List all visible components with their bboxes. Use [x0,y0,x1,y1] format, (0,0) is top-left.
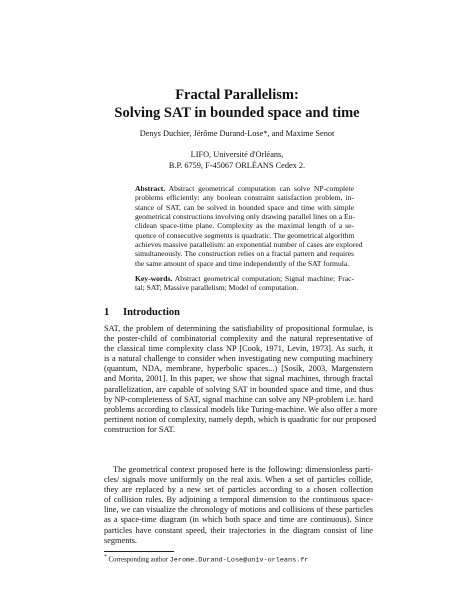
keywords-line: Abstract geometrical computation; Signal machine; Frac- [174,274,355,283]
keywords [135,274,354,293]
section-number: 1 [104,307,110,318]
footnote-rule [104,551,174,552]
paragraph-line: by NP-completeness of SAT, signal machine can solve any NP-problem i.e. hard [104,394,373,404]
footnote [104,554,308,564]
abstract-line: clidean space-time plane. Complexity as the maximal length of a se- [135,221,354,231]
paragraph-line: of collision rules. By adjoining a temporal dimension to the continuous space- [104,495,373,505]
paragraph-line: SAT, the problem of determining the satisfiability of propositional formulae, is [104,324,373,333]
paragraph-line: is a natural challenge to consider when investigating new computing machinery [104,354,373,364]
paragraph-line: the poster-child of combinatorial complexity and the natural representative of [104,334,373,344]
title-line-1: Fractal Parallelism: [175,87,299,103]
author-list: Denys Duchier, Jérôme Durand-Lose*, and Maxime Senot [139,129,335,138]
paragraph-line: (quantum, NDA, membrane, hyperbolic spaces...) [Sosík, 2003, Margenstern [104,364,373,374]
paragraph-line: problems according to classical models like Turing-machine. We also offer a more [104,404,378,414]
paragraph-line: segments. [104,535,137,545]
keywords-label: Key-words. [135,274,173,283]
section-title: Introduction [123,307,180,318]
paragraph-line: and Morita, 2001]. In this paper, we show that signal machines, through fractal [104,374,373,384]
author-email: Jerome.Durand-Lose@univ-orleans.fr [169,556,309,565]
paragraph-line: construction for SAT. [104,424,176,434]
paragraph-line: particles have constant speed, their trajectories in the diagram consist of line [104,525,373,535]
paragraph-line: pertinent notion of complexity, namely depth, which is quadratic for our proposed [104,414,377,424]
paper-title [0,86,474,122]
title-line-2: Solving SAT in bounded space and time [114,105,360,121]
affiliation-line-1: LIFO, Université d'Orléans, [190,150,284,159]
abstract-line: simultaneously. The construction relies on a fractal pattern and requires [135,249,354,259]
paragraph-line: the classical time complexity class NP [Cook, 1971, Levin, 1973]. As such, it [104,344,373,354]
abstract-line: stance of SAT, can be solved in bounded space and time with simple [135,202,354,212]
abstract-line: achieves massive parallelism: an exponential number of cases are explored [135,240,363,250]
paragraph-line: as a space-time diagram (in which both space and time are continuous). Since [104,515,373,525]
abstract-label: Abstract. [135,184,166,193]
paragraph-2 [104,465,373,546]
abstract-line: problems efficiently: any boolean constraint satisfaction problem, in- [135,193,354,203]
affiliation-line-2: B.P. 6759, F-45067 ORLÉANS Cedex 2. [168,160,306,170]
footnote-marker: * [104,554,107,560]
abstract-line: Abstract geometrical computation can solve NP-complete [168,184,355,193]
abstract [135,184,363,268]
paragraph-line: parallelization, are capable of solving SAT in bounded space and time, and thus [104,384,373,394]
abstract-line: quence of consecutive segments is quadratic. The geometrical algorithm [135,230,355,240]
keywords-line: tal; SAT; Massive parallelism; Model of computation. [135,283,299,293]
paragraph-line: cles/ signals move uniformly on the real axis. When a set of particles collide, [104,475,373,485]
abstract-line: the same amount of space and time independently of the SAT formula. [135,258,350,268]
paragraph-line: line, we can visualize the chronology of motions and collisions of these particles [104,505,373,515]
section-heading [104,307,180,318]
abstract-line: geometrical constructions involving only drawing parallel lines on a Eu- [135,212,355,222]
paragraph-line: they are replaced by a new set of particles according to a chosen collection [104,485,373,495]
paragraph-line: The geometrical context proposed here is the following: dimensionless parti- [113,465,373,474]
paragraph-1 [104,324,378,435]
affiliation [0,150,474,171]
footnote-text: Corresponding author [108,556,168,564]
